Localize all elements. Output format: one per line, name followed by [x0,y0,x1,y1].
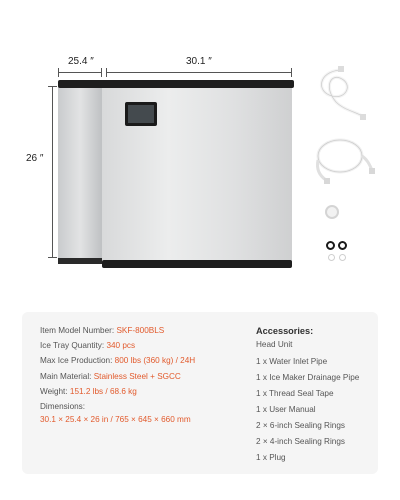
width-dimension-cap-right [291,68,292,77]
ice-maker-top-trim [58,80,294,88]
depth-dimension-label: 25.4 ″ [68,56,94,67]
depth-dimension-cap-right [101,68,102,77]
spec-value: 800 lbs (360 kg) / 24H [114,356,196,366]
spec-dimensions-value: 30.1 × 25.4 × 26 in / 765 × 645 × 660 mm [40,414,191,424]
spec-label: Item Model Number: [40,326,117,335]
width-dimension-cap-left [106,68,107,77]
accessory-item: 2 × 4-inch Sealing Rings [256,437,345,446]
display-screen [128,105,154,123]
spec-value: Stainless Steel + SGCC [93,371,181,381]
accessories-title: Accessories: [256,326,314,336]
spec-material [40,372,240,381]
ice-maker-side-panel [58,86,102,262]
height-dimension-cap-top [48,86,57,87]
drainage-pipe-icon [310,130,376,188]
accessory-item: 2 × 6-inch Sealing Rings [256,421,345,430]
height-dimension-label: 26 ″ [26,153,44,164]
spec-weight [40,387,240,396]
accessory-item: 1 x User Manual [256,405,316,414]
accessory-item: 1 x Water Inlet Pipe [256,357,328,366]
width-dimension-label: 30.1 ″ [186,56,212,67]
spec-value: 151.2 lbs / 68.6 kg [69,386,137,396]
water-inlet-pipe-icon [310,62,370,122]
control-panel-display [125,102,157,126]
sealing-ring-icon [339,254,346,261]
sealing-ring-icon [338,241,347,250]
depth-dimension-line [58,72,102,73]
spec-label: Main Material: [40,371,94,381]
spec-max-production [40,356,240,365]
spec-dimensions-label: Dimensions: [40,401,86,411]
accessories-list [256,326,374,469]
ice-maker-base-trim [102,260,292,268]
width-dimension-line [106,72,292,73]
spec-label: Ice Tray Quantity: [40,341,107,351]
accessories-subtitle: Head Unit [256,340,293,349]
spec-list [40,326,240,424]
depth-dimension-cap-left [58,68,59,77]
sealing-ring-icon [328,254,335,261]
height-dimension-cap-bottom [48,257,57,258]
spec-tray-quantity [40,341,240,350]
spec-value: SKF-800BLS [116,326,165,335]
accessory-item: 1 x Thread Seal Tape [256,389,334,398]
spec-value: 340 pcs [106,341,136,351]
accessory-item: 1 x Ice Maker Drainage Pipe [256,373,360,382]
height-dimension-line [52,86,53,258]
accessory-item: 1 x Plug [256,453,286,462]
ice-maker-side-base [58,258,102,264]
spec-model [40,326,240,335]
sealing-ring-icon [326,241,335,250]
spec-label: Max Ice Production: [40,356,115,366]
thread-seal-tape-icon [325,205,339,219]
spec-label: Weight: [40,386,70,396]
